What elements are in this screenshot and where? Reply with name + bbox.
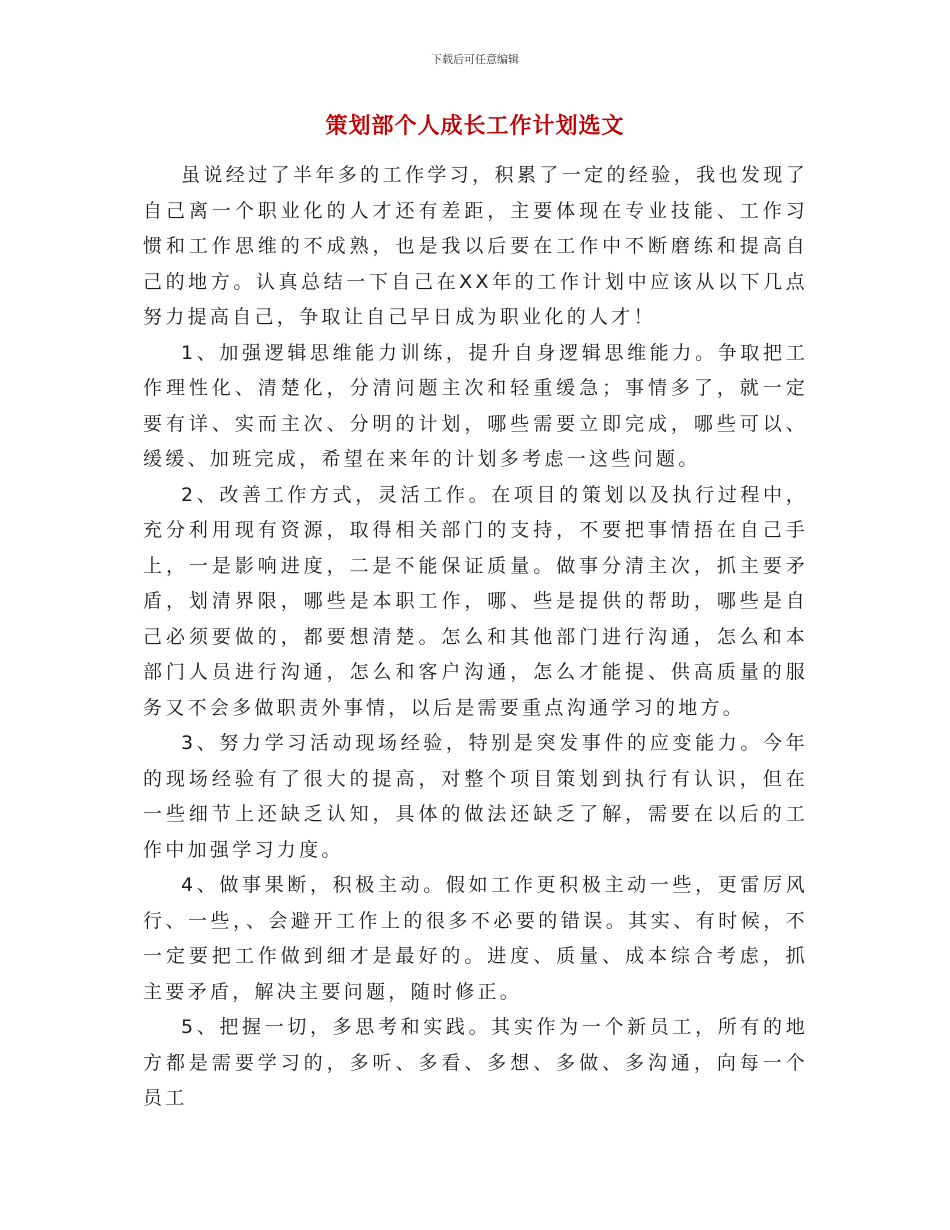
paragraph-point-5: 5、把握一切，多思考和实践。其实作为一个新员工，所有的地方都是需要学习的，多听、多看、多想、多做、多沟通，向每一个员工 bbox=[143, 1016, 808, 1109]
paragraph-intro: 虽说经过了半年多的工作学习，积累了一定的经验，我也发现了自己离一个职业化的人才还有差距，主要体现在专业技能、工作习惯和工作思维的不成熟，也是我以后要在工作中不断磨练和提高自己的地方。认真总结一下自己在XX年的工作计划中应该从以下几点努力提高自己，争取让自己早日成为职业化的人才！ bbox=[143, 164, 808, 328]
paragraph-point-4: 4、做事果断，积极主动。假如工作更积极主动一些，更雷厉风行、一些，、会避开工作上的很多不必要的错误。其实、有时候，不一定要把工作做到细才是最好的。进度、质量、成本综合考虑，抓主要矛盾，解决主要问题，随时修正。 bbox=[143, 874, 808, 1003]
paragraph-point-1: 1、加强逻辑思维能力训练，提升自身逻辑思维能力。争取把工作理性化、清楚化，分清问题主次和轻重缓急；事情多了，就一定要有详、实而主次、分明的计划，哪些需要立即完成，哪些可以、缓缓、加班完成，希望在来年的计划多考虑一这些问题。 bbox=[143, 341, 808, 470]
document-body bbox=[143, 158, 808, 1117]
header-note: 下载后可任意编辑 bbox=[431, 53, 519, 66]
document-title: 策划部个人成长工作计划选文 bbox=[325, 114, 625, 139]
paragraph-point-2: 2、改善工作方式，灵活工作。在项目的策划以及执行过程中，充分利用现有资源，取得相关部门的支持，不要把事情捂在自己手上，一是影响进度，二是不能保证质量。做事分清主次，抓主要矛盾，划清界限，哪些是本职工作，哪、些是提供的帮助，哪些是自己必须要做的，都要想清楚。怎么和其他部门进行沟通，怎么和本部门人员进行沟通，怎么和客户沟通，怎么才能提、供高质量的服务又不会多做职责外事情，以后是需要重点沟通学习的地方。 bbox=[143, 483, 808, 719]
paragraph-point-3: 3、努力学习活动现场经验，特别是突发事件的应变能力。今年的现场经验有了很大的提高，对整个项目策划到执行有认识，但在一些细节上还缺乏认知，具体的做法还缺乏了解，需要在以后的工作中加强学习力度。 bbox=[143, 732, 808, 861]
